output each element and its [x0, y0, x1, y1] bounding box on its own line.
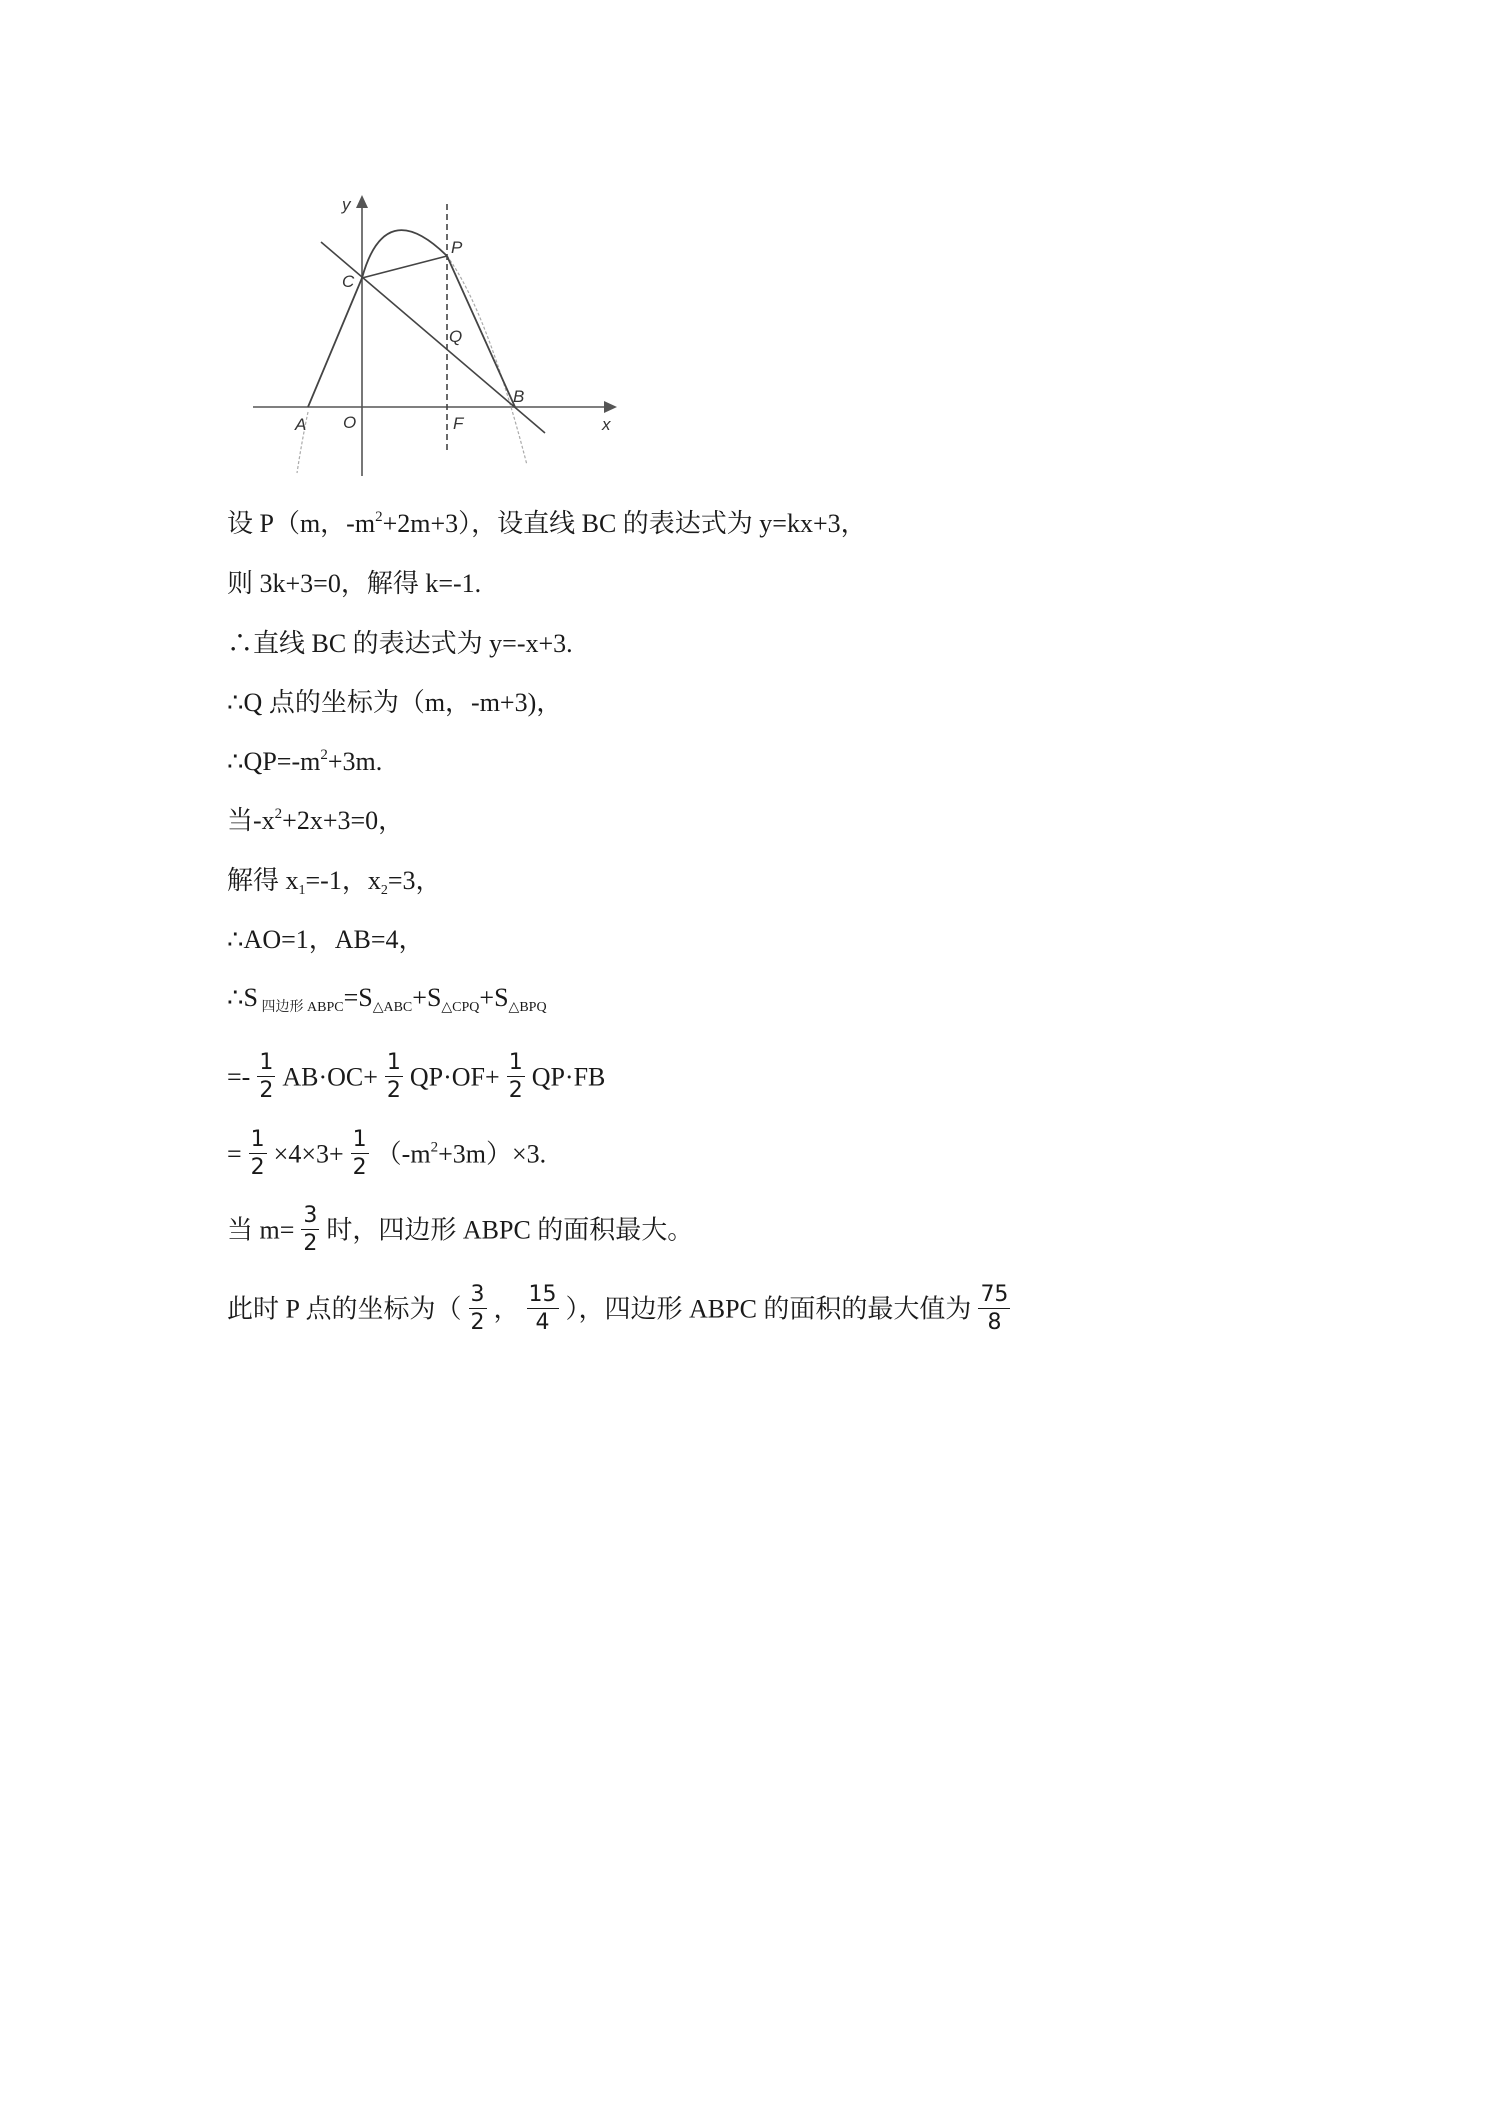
denominator: 2 [508, 1078, 523, 1103]
superscript: 2 [375, 509, 383, 525]
text: 时，四边形 ABPC 的面积最大。 [326, 1215, 694, 1245]
numerator: 1 [352, 1127, 367, 1152]
text: ∴S [227, 983, 259, 1012]
solution-line-2 [227, 569, 481, 599]
solution-line-6 [227, 806, 404, 836]
fraction [978, 1282, 1010, 1335]
text: +2m+3），设直线 BC 的表达式为 y=kx+3， [382, 509, 867, 538]
text: = [227, 1139, 242, 1169]
segment-ac [308, 278, 362, 407]
text: ∴AO=1，AB=4， [227, 925, 425, 954]
text: =S [343, 983, 373, 1012]
label-o: O [343, 413, 357, 432]
numerator: 3 [303, 1203, 318, 1228]
segment-cp [362, 256, 447, 278]
denominator: 2 [250, 1155, 265, 1180]
fraction [507, 1050, 525, 1103]
solution-line-11 [227, 1127, 547, 1183]
text: ∴QP=-m [227, 747, 321, 776]
numerator: 1 [259, 1050, 274, 1075]
denominator: 2 [352, 1155, 367, 1180]
superscript: 2 [320, 747, 328, 763]
text: ， [493, 1294, 520, 1324]
label-y: y [342, 195, 351, 214]
text: =- [227, 1062, 251, 1092]
denominator: 2 [303, 1231, 318, 1256]
text: ），四边形 ABPC 的面积的最大值为 [565, 1294, 972, 1324]
text: +S [412, 983, 442, 1012]
solution-line-1 [227, 509, 867, 539]
label-p: P [451, 238, 463, 257]
fraction [351, 1127, 369, 1180]
text: （-m [375, 1139, 431, 1169]
text: 解得 x [227, 866, 299, 895]
label-b: B [513, 387, 525, 406]
denominator: 4 [535, 1310, 550, 1335]
label-a: A [295, 415, 307, 434]
subscript: 2 [380, 883, 388, 898]
solution-line-4 [227, 688, 562, 718]
numerator: 1 [508, 1050, 523, 1075]
subscript: △CPQ [441, 1000, 480, 1015]
superscript: 2 [274, 806, 283, 822]
numerator: 1 [250, 1127, 265, 1152]
subscript: 1 [298, 883, 306, 898]
numerator: 15 [528, 1282, 557, 1307]
label-c: C [342, 272, 355, 291]
label-f: F [453, 414, 464, 433]
text: 设 P（m，-m [227, 509, 376, 538]
parabola-curve [362, 230, 447, 278]
subscript: △BPQ [508, 1000, 547, 1015]
fraction [469, 1282, 487, 1335]
denominator: 2 [386, 1078, 401, 1103]
text: +3m. [327, 747, 383, 776]
fraction [249, 1127, 267, 1180]
solution-line-7 [227, 866, 442, 896]
x-axis-arrow [604, 401, 617, 413]
label-q: Q [449, 327, 463, 346]
numerator: 1 [386, 1050, 401, 1075]
solution-line-5 [227, 747, 382, 777]
solution-line-13 [227, 1282, 1017, 1338]
text: ×4×3+ [273, 1139, 344, 1169]
label-x: x [602, 415, 611, 434]
diagram-svg [225, 190, 630, 490]
subscript: 四边形 ABPC [258, 1000, 344, 1015]
solution-line-10 [227, 1050, 606, 1106]
subscript: △ABC [372, 1000, 413, 1015]
text: +2x+3=0， [282, 806, 405, 835]
text: +3m）×3. [438, 1139, 547, 1169]
text: QP·FB [531, 1062, 606, 1092]
text: =-1，x [305, 866, 381, 895]
text: 当-x [227, 806, 275, 835]
text: +S [479, 983, 509, 1012]
text: 则 3k+3=0，解得 k=-1. [227, 569, 482, 598]
text: 此时 P 点的坐标为（ [227, 1294, 462, 1324]
text: QP·OF+ [409, 1062, 500, 1092]
denominator: 2 [470, 1310, 485, 1335]
text: 当 m= [227, 1215, 295, 1245]
fraction [385, 1050, 403, 1103]
fraction [301, 1203, 319, 1256]
denominator: 8 [987, 1310, 1002, 1335]
y-axis-arrow [356, 195, 368, 208]
fraction [527, 1282, 559, 1335]
solution-line-3 [227, 629, 573, 659]
parabola-diagram [225, 190, 630, 490]
superscript: 2 [430, 1139, 439, 1156]
text: =3， [387, 866, 442, 895]
numerator: 75 [980, 1282, 1009, 1307]
solution-line-12 [227, 1203, 694, 1259]
denominator: 2 [259, 1078, 274, 1103]
solution-line-9 [227, 983, 547, 1013]
text: ∴Q 点的坐标为（m，-m+3)， [227, 688, 563, 717]
numerator: 3 [470, 1282, 485, 1307]
line-bc [321, 242, 545, 433]
text: ∴直线 BC 的表达式为 y=-x+3. [227, 629, 573, 658]
solution-line-8 [227, 925, 425, 955]
text: AB·OC+ [282, 1062, 378, 1092]
fraction [257, 1050, 275, 1103]
